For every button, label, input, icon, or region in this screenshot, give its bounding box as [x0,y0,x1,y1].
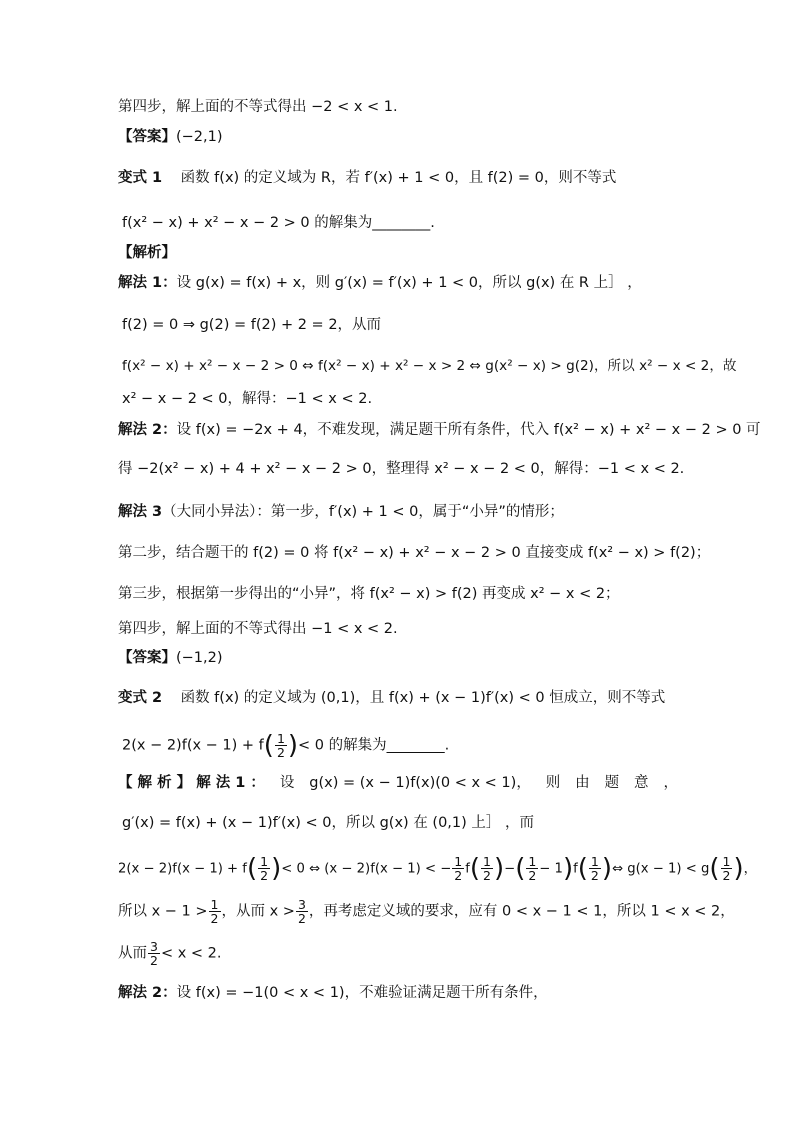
method-2-label: 解法 2： [118,422,177,438]
fraction-three-halves: $\frac{3}{2}$ [150,939,158,968]
variant-2-analysis-line [118,773,678,793]
variant-1-text: 函数 f(x) 的定义域为 R，若 f′(x) + 1 < 0，且 f(2) = 0，则不等式 [180,170,617,186]
method-2-text: 设 f(x) = −1(0 < x < 1)，不难验证满足题干所有条件， [176,985,548,1001]
fraction-half: $\frac{1}{2}$ [722,854,731,883]
method-3-step-3: 第三步，根据第一步得出的“小异”，将 f(x² − x) > f(2) 再变成 x² − x < 2； [118,586,620,602]
variant-2-conclusion-line: 从而 $\frac{3}{2}$ < x < 2. [118,939,222,968]
method-2-step-2: 得 −2(x² − x) + 4 + x² − x − 2 > 0，整理得 x² − x − 2 < 0，解得：−1 < x < 2. [118,461,685,477]
method-3-step-4: 第四步，解上面的不等式得出 −1 < x < 2. [118,621,398,637]
variant-1-title [118,168,678,188]
method-1-text: 设 g(x) = f(x) + x，则 g′(x) = f′(x) + 1 < 0，所以 g(x) 在 R 上］ ， [176,275,642,291]
variant-2-analysis-word: 则 [545,775,561,791]
fraction-half: $\frac{1}{2}$ [483,854,491,883]
variant-2-method-2-line [118,983,678,1003]
method-2-line [118,420,761,440]
step-four-line-1: 第四步，解上面的不等式得出 −2 < x < 1. [118,99,398,115]
variant-2-analysis-word: 由 [575,775,590,791]
method-1-step-2: f(2) = 0 ⇒ g(2) = f(2) + 2 = 2，从而 [122,317,382,333]
variant-1-inequality: f(x² − x) + x² − x − 2 > 0 的解集为________. [122,215,435,231]
answer-label: 【答案】 [118,129,176,145]
variant-2-text: 函数 f(x) 的定义域为 (0,1)，且 f(x) + (x − 1)f′(x) < 0 恒成立，则不等式 [180,690,666,706]
variant-1-label: 变式 1 [118,170,163,186]
method-3-line [118,502,678,522]
answer-label: 【答案】 [118,650,176,666]
variant-2-analysis-label: 【 解 析 】 解 法 1 ： [118,775,265,791]
method-2-text: 设 f(x) = −2x + 4，不难发现，满足题干所有条件，代入 f(x² − x) + x² − x − 2 > 0 可 [176,422,761,438]
variant-2-title [118,688,678,708]
inequality-right: < 0 的解集为________. [298,737,450,754]
fraction-half: $\frac{1}{2}$ [276,731,285,760]
fraction-half: $\frac{1}{2}$ [210,897,219,926]
variant-2-equivalence-line: 2(x − 2)f(x − 1) + f( $\frac{1}{2}$ )< 0 ⇔ (x − 2)f(x − 1) < − $\frac{1}{2}$ f( $\frac{1}{2}$ )−( $\frac{1}{2}$ − 1)f( $\frac{1}{2}$ )⇔ g(x − 1) < g( $\frac{1}{2}$ )， [118,853,757,884]
method-1-line [118,273,678,293]
method-3-step-2: 第二步，结合题干的 f(2) = 0 将 f(x² − x) + x² − x − 2 > 0 直接变成 f(x² − x) > f(2)； [118,545,711,561]
answer-line-1 [118,127,678,147]
variant-2-analysis-word: 意 [634,775,649,791]
fraction-three-halves: $\frac{3}{2}$ [297,897,306,926]
method-3-label: 解法 3 [118,504,163,520]
fraction-half: $\frac{1}{2}$ [454,854,463,883]
method-3-text: （大同小异法）：第一步，f′(x) + 1 < 0，属于“小异”的情形； [162,504,564,520]
variant-2-derivative-line: g′(x) = f(x) + (x − 1)f′(x) < 0，所以 g(x) 在 (0,1) 上］ ，而 [122,815,535,831]
variant-2-analysis-word: 题 [604,775,620,791]
variant-2-label: 变式 2 [118,690,163,706]
answer-line-2 [118,648,678,668]
method-2-label: 解法 2： [118,985,177,1001]
variant-2-analysis-word: ， [663,775,678,791]
method-1-step-4: x² − x − 2 < 0，解得：−1 < x < 2. [122,391,373,407]
analysis-label: 【解析】 [118,245,176,261]
method-1-step-3: f(x² − x) + x² − x − 2 > 0 ⇔ f(x² − x) + x² − x > 2 ⇔ g(x² − x) > g(2)，所以 x² − x < 2，故 [122,358,737,374]
answer-value: (−2,1) [176,129,223,145]
inequality-left: 2(x − 2)f(x − 1) + f [122,737,264,754]
answer-value: (−1,2) [176,650,223,666]
variant-2-analysis-word: 设 [279,775,295,791]
fraction-half: $\frac{1}{2}$ [260,854,269,883]
method-1-label: 解法 1： [118,275,177,291]
variant-2-range-line: 所以 x − 1 > $\frac{1}{2}$ ，从而 x > $\frac{3}{2}$ ，再考虑定义域的要求，应有 0 < x − 1 < 1，所以 1 < x < 2， [118,897,735,926]
fraction-half: $\frac{1}{2}$ [590,854,599,883]
variant-2-inequality: 2(x − 2)f(x − 1) + f( $\frac{1}{2}$ )< 0 的解集为________. [122,730,450,761]
fraction-half: $\frac{1}{2}$ [528,854,537,883]
variant-2-analysis-word: g(x) = (x − 1)f(x)(0 < x < 1)， [309,775,531,791]
